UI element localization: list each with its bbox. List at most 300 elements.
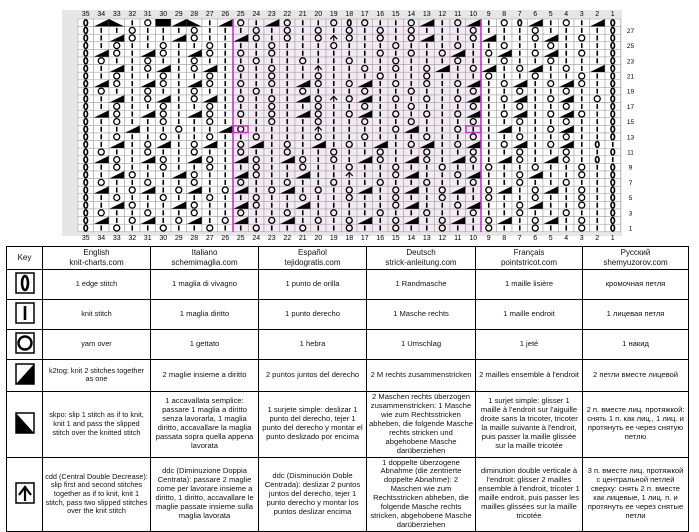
chart-cell — [109, 217, 125, 225]
chart-cell — [419, 103, 435, 111]
column-number: 12 — [438, 11, 447, 18]
chart-cell — [311, 148, 327, 156]
chart-cell — [435, 186, 451, 194]
chart-cell — [94, 148, 110, 156]
chart-cell — [435, 217, 451, 225]
chart-cell — [342, 72, 358, 80]
column-number: 15 — [391, 234, 400, 240]
chart-cell — [311, 224, 327, 232]
german-text: 1 Masche rechts — [367, 299, 476, 329]
column-number: 6 — [533, 11, 538, 18]
chart-cell — [264, 224, 280, 232]
chart-cell — [78, 19, 94, 27]
chart-cell — [264, 49, 280, 57]
chart-cell — [94, 156, 110, 164]
chart-cell — [543, 34, 559, 42]
chart-cell — [466, 80, 482, 88]
chart-cell — [249, 49, 265, 57]
column-number: 14 — [407, 234, 416, 240]
chart-cell — [605, 156, 621, 164]
skpo-icon — [12, 412, 38, 434]
column-number: 25 — [236, 11, 245, 18]
chart-cell — [94, 186, 110, 194]
chart-cell — [605, 125, 621, 133]
chart-cell — [125, 171, 141, 179]
chart-cell — [156, 72, 172, 80]
chart-cell — [280, 163, 296, 171]
chart-cell — [481, 217, 497, 225]
chart-cell — [326, 87, 342, 95]
chart-cell — [590, 201, 606, 209]
chart-cell — [187, 171, 203, 179]
chart-cell — [125, 27, 141, 35]
chart-cell — [512, 65, 528, 73]
chart-cell — [125, 65, 141, 73]
column-number: 5 — [548, 11, 553, 18]
chart-cell — [590, 34, 606, 42]
chart-cell — [404, 110, 420, 118]
chart-cell — [342, 118, 358, 126]
chart-cell — [202, 148, 218, 156]
chart-cell — [171, 72, 187, 80]
chart-cell — [419, 209, 435, 217]
chart-cell — [187, 87, 203, 95]
chart-cell — [326, 57, 342, 65]
chart-cell — [450, 194, 466, 202]
chart-cell — [373, 72, 389, 80]
knitting-chart — [0, 0, 699, 240]
chart-cell — [249, 34, 265, 42]
chart-cell — [528, 156, 544, 164]
chart-cell — [419, 80, 435, 88]
chart-cell — [140, 224, 156, 232]
chart-cell — [512, 125, 528, 133]
chart-cell — [419, 65, 435, 73]
column-number: 9 — [486, 11, 491, 18]
chart-cell — [125, 103, 141, 111]
chart-cell — [280, 80, 296, 88]
column-number: 34 — [97, 234, 106, 240]
chart-cell — [605, 34, 621, 42]
chart-cell — [187, 103, 203, 111]
column-number: 9 — [486, 234, 491, 240]
chart-cell — [171, 27, 187, 35]
chart-cell — [466, 27, 482, 35]
chart-cell — [342, 103, 358, 111]
chart-cell — [140, 179, 156, 187]
chart-cell — [125, 194, 141, 202]
german-text: 1 Randmasche — [367, 270, 476, 300]
chart-cell — [512, 87, 528, 95]
chart-cell — [388, 201, 404, 209]
chart-cell — [559, 103, 575, 111]
chart-cell — [605, 209, 621, 217]
chart-cell — [543, 72, 559, 80]
chart-cell — [218, 49, 234, 57]
chart-cell — [559, 156, 575, 164]
chart-cell — [590, 141, 606, 149]
chart-cell — [559, 27, 575, 35]
chart-cell — [94, 34, 110, 42]
chart-cell — [466, 57, 482, 65]
chart-cell — [78, 201, 94, 209]
column-number: 28 — [190, 11, 199, 18]
chart-cell — [249, 80, 265, 88]
chart-cell — [171, 163, 187, 171]
chart-cell — [357, 224, 373, 232]
chart-cell — [404, 95, 420, 103]
chart-cell — [326, 163, 342, 171]
chart-cell — [605, 133, 621, 141]
russian-text: 2 п. вместе лиц. протяжкой: снять 1 п. как лиц., 1 лиц. и протянуть ее через снятую петлю — [583, 391, 689, 457]
chart-cell — [94, 163, 110, 171]
chart-cell — [249, 148, 265, 156]
chart-cell — [187, 19, 203, 27]
chart-cell — [404, 209, 420, 217]
chart-cell — [497, 148, 513, 156]
chart-cell — [156, 171, 172, 179]
chart-cell — [590, 110, 606, 118]
chart-cell — [125, 49, 141, 57]
chart-cell — [233, 34, 249, 42]
chart-cell — [388, 19, 404, 27]
chart-cell — [280, 65, 296, 73]
chart-cell — [450, 80, 466, 88]
chart-cell — [125, 80, 141, 88]
chart-cell — [109, 224, 125, 232]
chart-cell — [171, 179, 187, 187]
chart-cell — [481, 27, 497, 35]
chart-cell — [404, 148, 420, 156]
chart-cell — [218, 163, 234, 171]
chart-cell — [280, 194, 296, 202]
chart-cell — [140, 87, 156, 95]
chart-cell — [264, 95, 280, 103]
chart-cell — [140, 209, 156, 217]
chart-cell — [187, 148, 203, 156]
key-header — [7, 247, 43, 270]
header-italiano — [151, 247, 259, 270]
column-number: 7 — [517, 11, 522, 18]
chart-cell — [450, 19, 466, 27]
chart-cell — [109, 19, 125, 27]
column-number: 24 — [252, 234, 261, 240]
column-number: 4 — [564, 11, 569, 18]
chart-cell — [357, 95, 373, 103]
chart-cell — [404, 224, 420, 232]
chart-cell — [605, 103, 621, 111]
french-text: 1 maille endroit — [476, 299, 583, 329]
chart-cell — [156, 27, 172, 35]
chart-cell — [404, 186, 420, 194]
column-number: 25 — [236, 234, 245, 240]
chart-cell — [326, 80, 342, 88]
chart-cell — [388, 103, 404, 111]
chart-cell — [109, 179, 125, 187]
chart-cell — [512, 171, 528, 179]
french-text: diminution double verticale à l'endroit: glisser 2 mailles ensemble à l'endroit, tricoter 1 maille endroit, puis passer les mailles glissées sur la maille tricotée — [476, 457, 583, 532]
chart-cell — [543, 133, 559, 141]
chart-cell — [404, 57, 420, 65]
chart-cell — [187, 125, 203, 133]
chart-cell — [109, 110, 125, 118]
chart-cell — [435, 224, 451, 232]
chart-cell — [233, 87, 249, 95]
chart-cell — [435, 194, 451, 202]
legend-row-skpo — [7, 391, 689, 457]
chart-cell — [125, 133, 141, 141]
chart-cell — [109, 156, 125, 164]
chart-cell — [466, 87, 482, 95]
chart-cell — [605, 65, 621, 73]
legend-row-k2tog — [7, 359, 689, 391]
chart-cell — [280, 19, 296, 27]
chart-cell — [373, 103, 389, 111]
chart-cell — [373, 171, 389, 179]
chart-cell — [481, 171, 497, 179]
chart-cell — [466, 34, 482, 42]
chart-cell — [450, 65, 466, 73]
row-number: 5 — [628, 195, 633, 203]
chart-cell — [202, 110, 218, 118]
chart-cell — [435, 209, 451, 217]
chart-cell — [78, 171, 94, 179]
chart-cell — [419, 87, 435, 95]
chart-cell — [342, 224, 358, 232]
chart-cell — [218, 201, 234, 209]
chart-cell — [140, 125, 156, 133]
chart-cell — [481, 87, 497, 95]
chart-cell — [497, 163, 513, 171]
chart-cell — [187, 57, 203, 65]
chart-cell — [156, 133, 172, 141]
chart-cell — [295, 224, 311, 232]
chart-cell — [156, 163, 172, 171]
chart-cell — [78, 57, 94, 65]
chart-cell — [590, 95, 606, 103]
column-number: 19 — [329, 234, 338, 240]
chart-cell — [218, 171, 234, 179]
chart-cell — [605, 95, 621, 103]
column-number: 31 — [143, 234, 152, 240]
chart-cell — [326, 194, 342, 202]
chart-cell — [280, 42, 296, 50]
chart-cell — [357, 201, 373, 209]
spanish-text: 1 punto de orilla — [259, 270, 367, 300]
chart-cell — [466, 42, 482, 50]
chart-cell — [187, 217, 203, 225]
chart-cell — [574, 171, 590, 179]
column-number: 24 — [252, 11, 261, 18]
key-cell — [7, 457, 43, 532]
chart-cell — [295, 217, 311, 225]
chart-cell — [295, 186, 311, 194]
chart-cell — [171, 217, 187, 225]
chart-cell — [342, 217, 358, 225]
chart-cell — [94, 179, 110, 187]
chart-cell — [559, 224, 575, 232]
chart-cell — [419, 224, 435, 232]
chart-cell — [311, 194, 327, 202]
chart-cell — [94, 141, 110, 149]
chart-cell — [559, 186, 575, 194]
chart-cell — [280, 27, 296, 35]
chart-cell — [435, 156, 451, 164]
chart-cell — [605, 171, 621, 179]
chart-cell — [497, 80, 513, 88]
chart-cell — [559, 118, 575, 126]
chart-cell — [125, 34, 141, 42]
chart-cell — [326, 65, 342, 73]
chart-cell — [125, 125, 141, 133]
chart-cell — [357, 57, 373, 65]
chart-cell — [450, 49, 466, 57]
header-lang: Русский — [620, 248, 651, 257]
chart-cell — [311, 34, 327, 42]
chart-cell — [388, 179, 404, 187]
chart-cell — [171, 103, 187, 111]
chart-cell — [435, 27, 451, 35]
chart-cell — [419, 141, 435, 149]
chart-cell — [404, 34, 420, 42]
chart-cell — [311, 118, 327, 126]
column-number: 14 — [407, 11, 416, 18]
chart-cell — [280, 34, 296, 42]
chart-cell — [590, 224, 606, 232]
chart-cell — [512, 148, 528, 156]
chart-cell — [280, 148, 296, 156]
chart-cell — [466, 179, 482, 187]
chart-cell — [419, 163, 435, 171]
chart-cell — [249, 110, 265, 118]
chart-cell — [140, 163, 156, 171]
chart-cell — [357, 42, 373, 50]
chart-cell — [202, 80, 218, 88]
column-number: 21 — [298, 234, 307, 240]
chart-cell — [543, 148, 559, 156]
chart-cell — [156, 42, 172, 50]
chart-cell — [574, 163, 590, 171]
chart-cell — [388, 95, 404, 103]
chart-cell — [342, 49, 358, 57]
chart-cell — [202, 201, 218, 209]
chart-cell — [218, 72, 234, 80]
chart-cell — [295, 156, 311, 164]
edge-stitch-icon — [12, 272, 38, 294]
chart-cell — [249, 141, 265, 149]
chart-cell — [373, 95, 389, 103]
chart-cell — [512, 179, 528, 187]
chart-cell — [171, 65, 187, 73]
chart-cell — [311, 171, 327, 179]
chart-cell — [559, 65, 575, 73]
chart-cell — [171, 49, 187, 57]
chart-cell — [528, 163, 544, 171]
chart-cell — [419, 171, 435, 179]
chart-cell — [574, 179, 590, 187]
chart-cell — [481, 133, 497, 141]
chart-cell — [202, 179, 218, 187]
chart-cell — [140, 72, 156, 80]
chart-cell — [466, 133, 482, 141]
row-number: 21 — [626, 73, 635, 81]
chart-cell — [357, 179, 373, 187]
chart-cell — [497, 179, 513, 187]
chart-cell — [574, 186, 590, 194]
chart-cell — [311, 179, 327, 187]
chart-cell — [140, 27, 156, 35]
chart-cell — [264, 179, 280, 187]
chart-cell — [466, 148, 482, 156]
chart-cell — [450, 87, 466, 95]
chart-cell — [543, 217, 559, 225]
chart-cell — [109, 103, 125, 111]
chart-cell — [156, 34, 172, 42]
chart-cell — [543, 156, 559, 164]
chart-cell — [574, 118, 590, 126]
chart-cell — [187, 133, 203, 141]
chart-cell — [543, 171, 559, 179]
row-number: 19 — [626, 88, 635, 96]
chart-cell — [590, 125, 606, 133]
chart-cell — [466, 217, 482, 225]
chart-cell — [357, 141, 373, 149]
chart-cell — [512, 80, 528, 88]
chart-cell — [218, 80, 234, 88]
chart-cell — [280, 49, 296, 57]
chart-cell — [218, 194, 234, 202]
chart-cell — [202, 19, 218, 27]
chart-cell — [280, 103, 296, 111]
column-number: 17 — [360, 11, 369, 18]
chart-cell — [326, 201, 342, 209]
chart-cell — [419, 118, 435, 126]
chart-cell — [342, 186, 358, 194]
chart-cell — [202, 163, 218, 171]
column-number: 23 — [267, 234, 276, 240]
chart-cell — [295, 57, 311, 65]
chart-cell — [218, 118, 234, 126]
russian-text: кромочная петля — [583, 270, 689, 300]
chart-cell — [78, 118, 94, 126]
chart-cell — [233, 42, 249, 50]
chart-cell — [574, 133, 590, 141]
italian-text: 1 maglia di vivagno — [151, 270, 259, 300]
chart-cell — [373, 179, 389, 187]
bottom-column-numbers — [82, 235, 615, 240]
chart-cell — [202, 194, 218, 202]
chart-cell — [543, 110, 559, 118]
chart-cell — [78, 80, 94, 88]
chart-cell — [419, 148, 435, 156]
chart-cell — [202, 72, 218, 80]
chart-cell — [450, 118, 466, 126]
chart-cell — [125, 95, 141, 103]
chart-cell — [528, 103, 544, 111]
column-number: 26 — [221, 11, 230, 18]
chart-cell — [218, 186, 234, 194]
chart-cell — [419, 19, 435, 27]
spanish-text: 1 surjete simple: deslizar 1 punto del derecho, tejer 1 punto del derecho y montar el punto deslizado por encima — [259, 391, 367, 457]
chart-cell — [295, 103, 311, 111]
spanish-text: 1 hebra — [259, 329, 367, 359]
chart-cell — [280, 217, 296, 225]
chart-cell — [357, 72, 373, 80]
header-espanol — [259, 247, 367, 270]
chart-cell — [373, 80, 389, 88]
chart-cell — [233, 95, 249, 103]
chart-cell — [543, 27, 559, 35]
